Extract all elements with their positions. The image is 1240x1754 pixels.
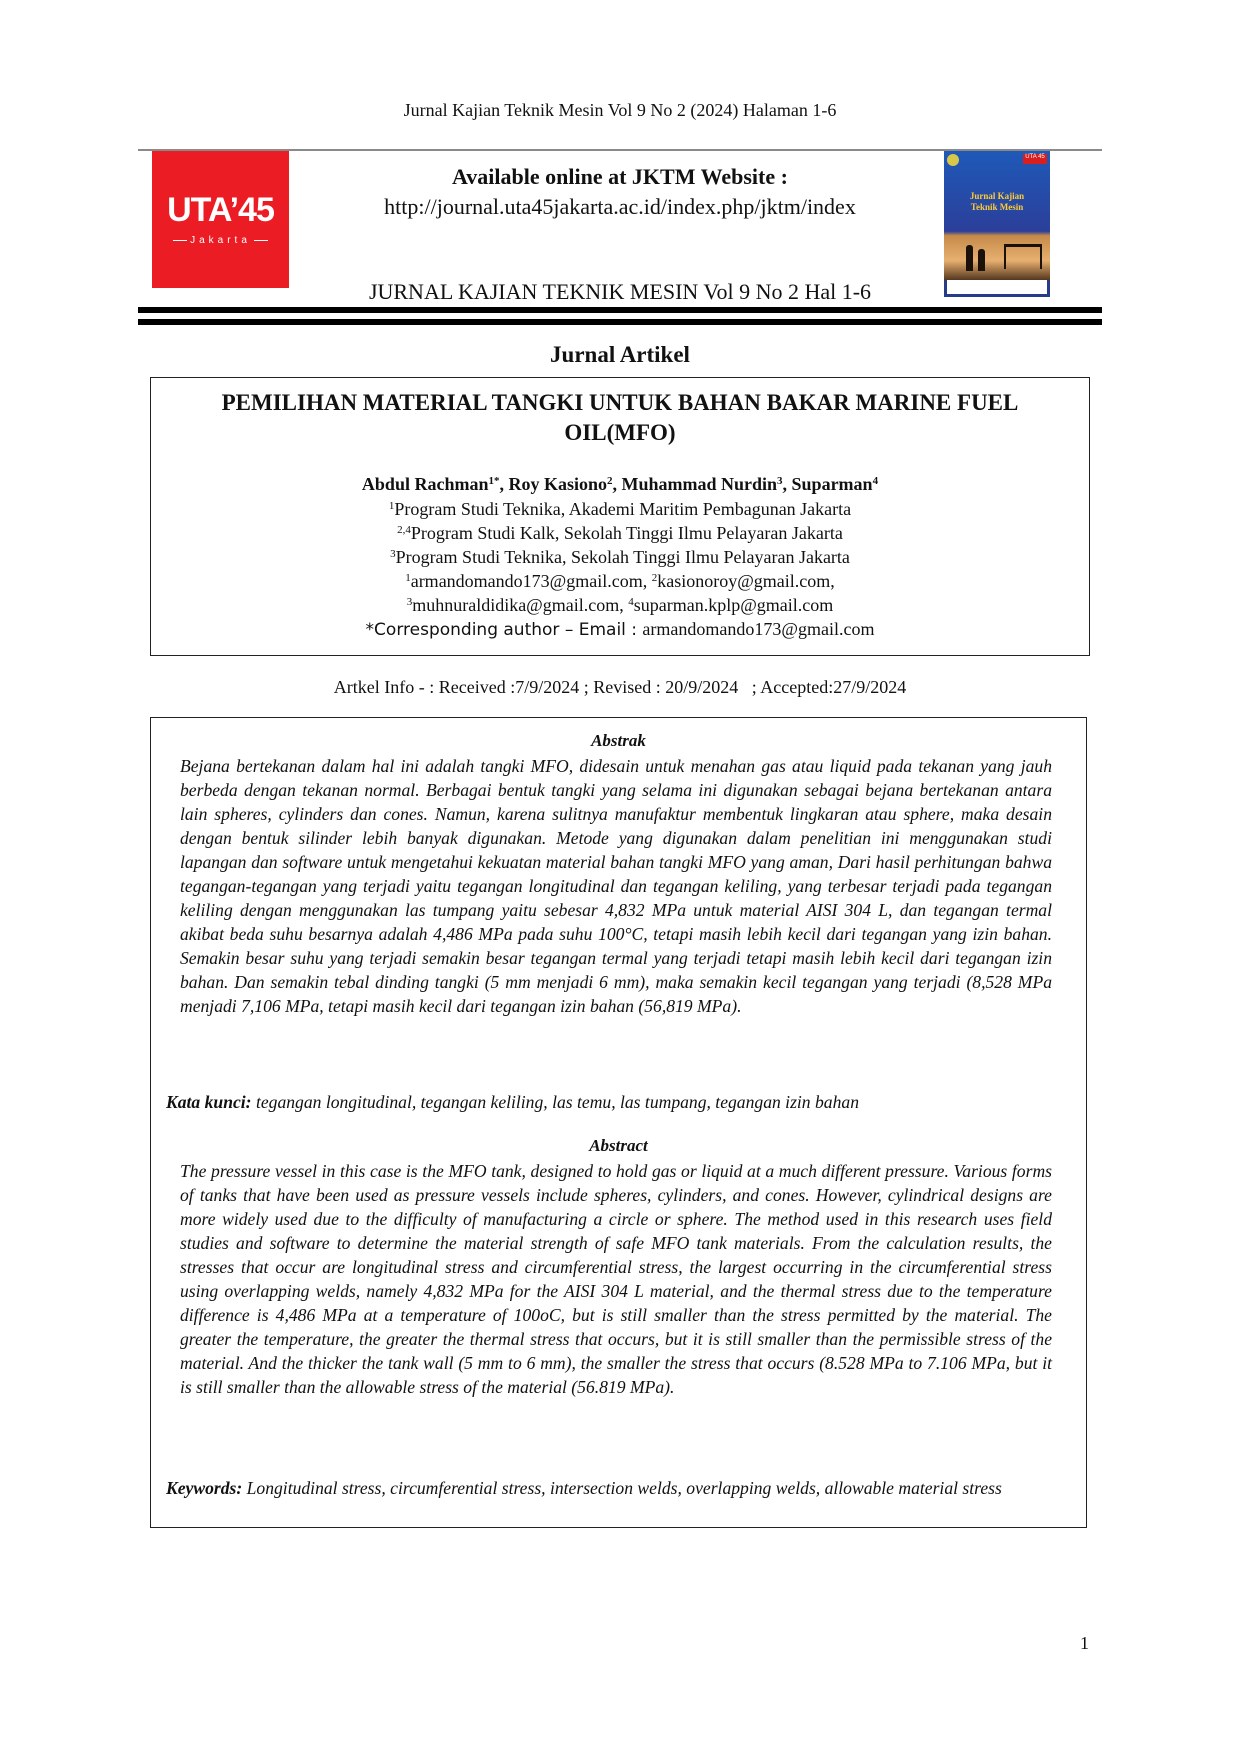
journal-volume-line: JURNAL KAJIAN TEKNIK MESIN Vol 9 No 2 Hal 1-6 [368,279,872,304]
cover-seal-icon [947,154,959,166]
keywords [166,1476,1071,1500]
corresponding-author [0,619,1240,640]
cover-badge: UTA 45 [1023,154,1047,164]
email-sup: 3 [406,596,413,608]
affiliation [0,523,1240,544]
author-sup: 4 [872,475,879,487]
affiliation-sup: 1 [388,500,395,512]
abstract-heading: Abstract [589,1136,648,1155]
author-sup: 1* [488,475,500,487]
author-name: Suparman [791,474,873,494]
author-name: Roy Kasiono [508,474,607,494]
cover-barcode [947,280,1047,294]
keywords-label: Keywords: [166,1478,243,1498]
email-link[interactable]: kasionoroy@gmail.com, [657,571,835,591]
article-title-line: PEMILIHAN MATERIAL TANGKI UNTUK BAHAN BAKAR MARINE FUEL [221,390,1019,415]
corresponding-label: *Corresponding author – Email : [365,620,643,640]
article-title [170,388,1070,448]
author-sep: , [612,474,622,494]
logo-text-main: UTA’45 [167,191,274,229]
article-title-line: OIL(MFO) [564,420,676,445]
page-number: 1 [1080,1633,1089,1653]
affiliation-text: Program Studi Teknika, Akademi Maritim Pembagunan Jakarta [394,499,852,519]
header-thick-rule [138,307,1102,313]
author-sep: , [782,474,792,494]
abstract-body: The pressure vessel in this case is the MFO tank, designed to hold gas or liquid at a much different pressure. Various forms of tanks that have been used as pressure vessels include spheres, cylinders, and cones. However, cylindrical designs are more widely used due to the difficulty of manufacturing a circle or sphere. The method used in this research uses field studies and software to determine the material strength of safe MFO tank materials. From the calculation results, the stresses that occur are longitudinal stress and circumferential stress, the largest occurring in the circumferential stress using overlapping welds, namely 4,832 MPa for the AISI 304 L material, and the thermal stress due to the temperature difference is 4,486 MPa at a temperature of 100oC, but is still smaller than the stress permitted by the material. The greater the temperature, the greater the thermal stress that occurs, but it is still smaller than the permissible stress of the material. And the thicker the tank wall (5 mm to 6 mm), the smaller the stress that occurs (8.528 MPa to 7.106 MPa, but it is still smaller than the allowable stress of the material (56.819 MPa). [180,1161,1052,1397]
available-online-heading: Available online at JKTM Website : [452,164,788,189]
email-link[interactable]: suparman.kplp@gmail.com [633,595,834,615]
author-name: Abdul Rachman [361,474,489,494]
email-sup: 2 [651,572,658,584]
email-sup: 1 [405,572,411,584]
author-sup: 2 [607,475,613,487]
journal-website-url[interactable]: http://journal.uta45jakarta.ac.id/index.php/jktm/index [384,194,856,219]
author-sup: 3 [777,475,783,487]
author-name: Muhammad Nurdin [621,474,778,494]
email-link[interactable]: muhnuraldidika@gmail.com, [412,595,629,615]
university-logo [152,151,289,288]
abstrak-heading: Abstrak [591,731,646,750]
cover-silhouette-icon [978,249,985,271]
email-link[interactable]: armandomando173@gmail.com, [410,571,652,591]
email-sup: 4 [628,596,634,608]
corresponding-email[interactable]: armandomando173@gmail.com [642,619,875,639]
section-label: Jurnal Artikel [550,342,690,367]
affiliation-sup: 3 [390,548,396,560]
cover-oil-rig-icon [1004,244,1042,269]
affiliation [0,499,1240,520]
abstrak-body: Bejana bertekanan dalam hal ini adalah tangki MFO, didesain untuk menahan gas atau liquid pada tekanan yang jauh berbeda dengan tekanan normal. Berbagai bentuk tangki yang selama ini digunakan sebagai bejana bertekanan antara lain spheres, cylinders dan cones. Namun, karena sulitnya manufaktur membentuk lingkaran atau sphere, maka desain dengan bentuk silinder lebih banyak digunakan. Metode yang digunakan dalam penelitian ini menggunakan studi lapangan dan software untuk mengetahui kekuatan material bahan tangki MFO yang aman, Dari hasil perhitungan bahwa tegangan-tegangan yang terjadi yaitu tegangan longitudinal dan tegangan keliling, yang terbesar terjadi pada tegangan keliling dengan menggunakan las tumpang yaitu sebesar 4,832 MPa untuk material AISI 304 L, dan tegangan termal akibat beda suhu besarnya adalah 4,486 MPa pada suhu 100°C, tetapi masih lebih kecil dari tegangan yang izin bahan. Semakin besar suhu yang terjadi semakin besar tegangan termal yang terjadi tetapi masih lebih kecil dari tegangan izin bahan. Dan semakin tebal dinding tangki (5 mm menjadi 6 mm), maka semakin kecil tegangan yang terjadi (8,528 MPa menjadi 7,106 MPa, tetapi masih kecil dari tegangan izin bahan (56,819 MPa). [180,756,1052,1016]
author-emails [0,595,1240,616]
journal-cover-image [944,151,1050,297]
affiliation [0,547,1240,568]
header-thick-rule [138,319,1102,325]
kata-kunci [166,1090,1071,1114]
author-emails [0,571,1240,592]
author-sep: , [499,474,509,494]
logo-text-sub: Jakarta [152,235,289,246]
article-info-dates: Artkel Info - : Received :7/9/2024 ; Revised : 20/9/2024 ; Accepted:27/9/2024 [333,677,907,697]
kata-kunci-label: Kata kunci: [166,1092,252,1112]
cover-title-line2: Teknik Mesin [970,202,1024,212]
keywords-list: Longitudinal stress, circumferential stress, intersection welds, overlapping welds, allowable material stress [242,1478,1002,1498]
running-head: Jurnal Kajian Teknik Mesin Vol 9 No 2 (2024) Halaman 1-6 [403,100,837,120]
cover-title-line1: Jurnal Kajian [969,191,1025,201]
kata-kunci-list: tegangan longitudinal, tegangan keliling, las temu, las tumpang, tegangan izin bahan [251,1092,859,1112]
cover-silhouette-icon [966,245,973,271]
affiliation-sup: 2,4 [397,524,411,536]
author-list [0,474,1240,495]
affiliation-text: Program Studi Kalk, Sekolah Tinggi Ilmu Pelayaran Jakarta [410,523,843,543]
affiliation-text: Program Studi Teknika, Sekolah Tinggi Ilmu Pelayaran Jakarta [395,547,850,567]
